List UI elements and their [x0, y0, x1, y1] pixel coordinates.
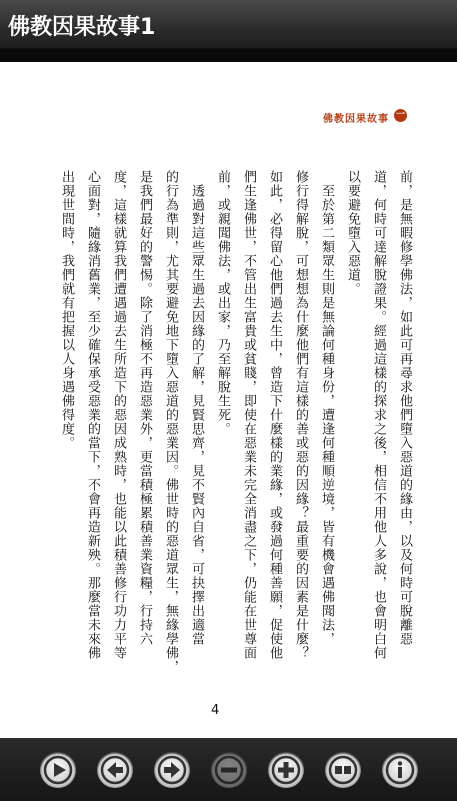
page-text	[56, 170, 416, 690]
zoom-out-button[interactable]	[211, 752, 247, 788]
text-column: 的行為準則，尤其要避免地下墮入惡道的惡業因。佛世時的惡道眾生，無緣學佛，	[163, 170, 178, 674]
layout-button[interactable]	[325, 752, 361, 788]
next-button[interactable]	[154, 752, 190, 788]
text-column: 至於第二類眾生則是無論何種身份，遭逢何種順逆境，皆有機會遇佛聞法，	[319, 170, 334, 646]
title-bar	[0, 0, 457, 49]
text-column: 修行得解脫，可想想為什麼他們有這樣的善或惡的因緣？最重要的因素是什麼？	[293, 170, 308, 660]
text-column: 透過對這些眾生過去因緣的了解，見賢思齊，見不賢內自省，可抉擇出適當	[189, 170, 204, 646]
page-number: 4	[211, 703, 220, 718]
title-separator	[0, 49, 457, 62]
plus-icon	[268, 752, 304, 788]
app-title: 佛教因果故事1	[8, 15, 156, 40]
arrow-right-icon	[154, 752, 190, 788]
previous-button[interactable]	[97, 752, 133, 788]
bottom-toolbar	[0, 738, 457, 801]
text-column: 以要避免墮入惡道。	[345, 170, 360, 296]
info-button[interactable]	[382, 752, 418, 788]
page-header-badge: 一	[395, 110, 405, 120]
text-column: 度，這樣就算我們遭遇過去生所造下的惡因成熟時，也能以此積善修行功力平等	[111, 170, 126, 660]
page-header-label: 佛教因果故事	[323, 114, 389, 125]
text-column: 心面對，隨緣消舊業，至少確保承受惡業的當下，不會再造新殃。那麼當未來佛	[85, 170, 100, 660]
double-page-icon	[325, 752, 361, 788]
text-column: 前，是無暇修學佛法，如此可再尋求他們墮入惡道的緣由，以及何時可脫離惡	[397, 170, 412, 646]
arrow-left-icon	[97, 752, 133, 788]
zoom-in-button[interactable]	[268, 752, 304, 788]
play-button[interactable]	[40, 752, 76, 788]
text-column: 們生逢佛世，不管出生富貴或貧賤，即使在惡業未完全消盡之下，仍能在世尊面	[241, 170, 256, 660]
minus-icon	[211, 752, 247, 788]
text-column: 是我們最好的警惕。除了消極不再造惡業外，更當積極累積善業資糧，行持六	[137, 170, 152, 646]
info-icon	[382, 752, 418, 788]
play-icon	[40, 752, 76, 788]
text-column: 出現世間時，我們就有把握以人身遇佛得度。	[59, 170, 74, 450]
text-column: 道，何時可達解脫證果。經過這樣的探求之後，相信不用他人多說，也會明白何	[371, 170, 386, 660]
text-column: 前，或親聞佛法，或出家，乃至解脫生死。	[215, 170, 230, 436]
text-column: 如此，必得留心他們過去生中，曾造下什麼樣的業緣，或發過何種善願，促使他	[267, 170, 282, 660]
